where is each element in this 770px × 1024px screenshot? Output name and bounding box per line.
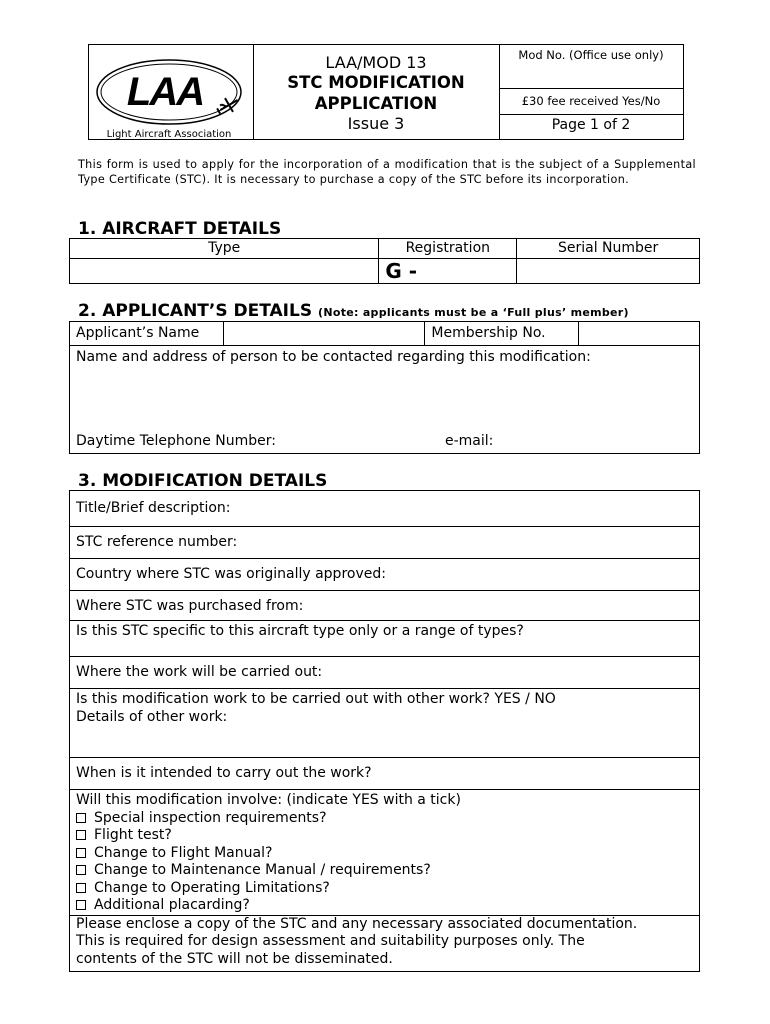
office-cell bbox=[499, 45, 683, 139]
other-work-details-label: Details of other work: bbox=[76, 708, 228, 725]
fee-field: £30 fee received Yes/No bbox=[499, 89, 683, 115]
form-title-line1: STC MODIFICATION bbox=[287, 73, 465, 92]
stc-ref-input[interactable] bbox=[70, 527, 700, 559]
where-label: Where the work will be carried out: bbox=[76, 664, 323, 680]
where-input[interactable] bbox=[70, 657, 700, 689]
form-id: LAA/MOD 13 bbox=[325, 53, 427, 72]
involve-item-label: Special inspection requirements? bbox=[94, 809, 327, 826]
involve-item[interactable] bbox=[76, 897, 693, 915]
applicant-note: (Note: applicants must be a ‘Full plus’ member) bbox=[318, 306, 629, 319]
purchased-label: Where STC was purchased from: bbox=[76, 598, 304, 614]
purchased-input[interactable] bbox=[70, 591, 700, 621]
specific-input[interactable] bbox=[70, 621, 700, 657]
country-label: Country where STC was originally approved: bbox=[76, 566, 386, 582]
checkbox-icon[interactable] bbox=[76, 848, 86, 858]
title-label: Title/Brief description: bbox=[76, 500, 231, 516]
involve-item-label: Change to Operating Limitations? bbox=[94, 879, 330, 896]
laa-logo-icon bbox=[89, 45, 253, 139]
contact-label: Name and address of person to be contacted regarding this modification: bbox=[76, 349, 591, 365]
section-modification-heading: 3. MODIFICATION DETAILS bbox=[78, 471, 328, 491]
form-header bbox=[88, 44, 684, 140]
enclose-note bbox=[70, 915, 700, 971]
involve-item[interactable] bbox=[76, 827, 693, 845]
enclose-line: This is required for design assessment and suitability purposes only. The bbox=[76, 933, 585, 949]
involve-item-label: Change to Maintenance Manual / requirements? bbox=[94, 862, 431, 878]
registration-prefix: G - bbox=[385, 259, 418, 283]
checkbox-icon[interactable] bbox=[76, 883, 86, 893]
involve-item[interactable] bbox=[76, 845, 693, 863]
logo-cell bbox=[89, 45, 254, 139]
enclose-line: contents of the STC will not be disseminated. bbox=[76, 950, 393, 967]
section-aircraft-heading: 1. AIRCRAFT DETAILS bbox=[78, 219, 282, 239]
form-issue: Issue 3 bbox=[347, 114, 405, 133]
involve-item[interactable] bbox=[76, 880, 693, 898]
applicant-table bbox=[69, 321, 700, 454]
other-work-question: Is this modification work to be carried out with other work? YES / NO bbox=[76, 691, 556, 707]
checkbox-icon[interactable] bbox=[76, 830, 86, 840]
checkbox-icon[interactable] bbox=[76, 865, 86, 875]
section-applicant-heading bbox=[78, 301, 698, 321]
membership-input[interactable] bbox=[579, 322, 700, 346]
stc-ref-label: STC reference number: bbox=[76, 534, 238, 550]
when-label: When is it intended to carry out the work? bbox=[76, 765, 372, 781]
specific-label: Is this STC specific to this aircraft type only or a range of types? bbox=[76, 623, 524, 639]
serial-input[interactable] bbox=[517, 259, 700, 284]
applicant-heading-text: 2. APPLICANT’S DETAILS bbox=[78, 301, 313, 321]
applicant-name-input[interactable] bbox=[223, 322, 425, 346]
contact-input[interactable] bbox=[70, 346, 700, 454]
involve-item-label: Flight test? bbox=[94, 827, 172, 843]
title-cell bbox=[253, 45, 500, 139]
col-type: Type bbox=[70, 239, 379, 259]
form-title-line2: APPLICATION bbox=[314, 94, 438, 113]
col-serial: Serial Number bbox=[517, 239, 700, 259]
title-input[interactable] bbox=[70, 491, 700, 527]
modification-table bbox=[69, 490, 700, 972]
enclose-line: Please enclose a copy of the STC and any necessary associated documentation. bbox=[76, 915, 638, 932]
aircraft-table bbox=[69, 238, 700, 284]
email-label: e-mail: bbox=[445, 433, 494, 449]
page-number: Page 1 of 2 bbox=[551, 117, 631, 133]
involve-label: Will this modification involve: (indicate YES with a tick) bbox=[76, 792, 461, 808]
involve-item[interactable] bbox=[76, 810, 693, 828]
intro-text: This form is used to apply for the incorporation of a modification that is the subject of a Supplemental Type Certificate (STC). It is necessary to purchase a copy of the STC before its incorporation. bbox=[78, 158, 696, 186]
checkbox-icon[interactable] bbox=[76, 813, 86, 823]
membership-label: Membership No. bbox=[425, 322, 579, 346]
phone-label: Daytime Telephone Number: bbox=[76, 433, 276, 449]
when-input[interactable] bbox=[70, 758, 700, 790]
logo-text: LAA bbox=[126, 70, 204, 114]
col-registration: Registration bbox=[379, 239, 517, 259]
other-work-input[interactable] bbox=[70, 689, 700, 758]
mod-no-field: Mod No. (Office use only) bbox=[499, 45, 683, 89]
logo-caption: Light Aircraft Association bbox=[106, 129, 232, 139]
involve-item-label: Change to Flight Manual? bbox=[94, 844, 273, 861]
involve-cell bbox=[70, 790, 700, 916]
country-input[interactable] bbox=[70, 559, 700, 591]
registration-input[interactable] bbox=[379, 259, 517, 284]
involve-item[interactable] bbox=[76, 862, 693, 880]
involve-item-label: Additional placarding? bbox=[94, 897, 250, 913]
applicant-name-label: Applicant’s Name bbox=[70, 322, 224, 346]
type-input[interactable] bbox=[70, 259, 379, 284]
checkbox-icon[interactable] bbox=[76, 900, 86, 910]
